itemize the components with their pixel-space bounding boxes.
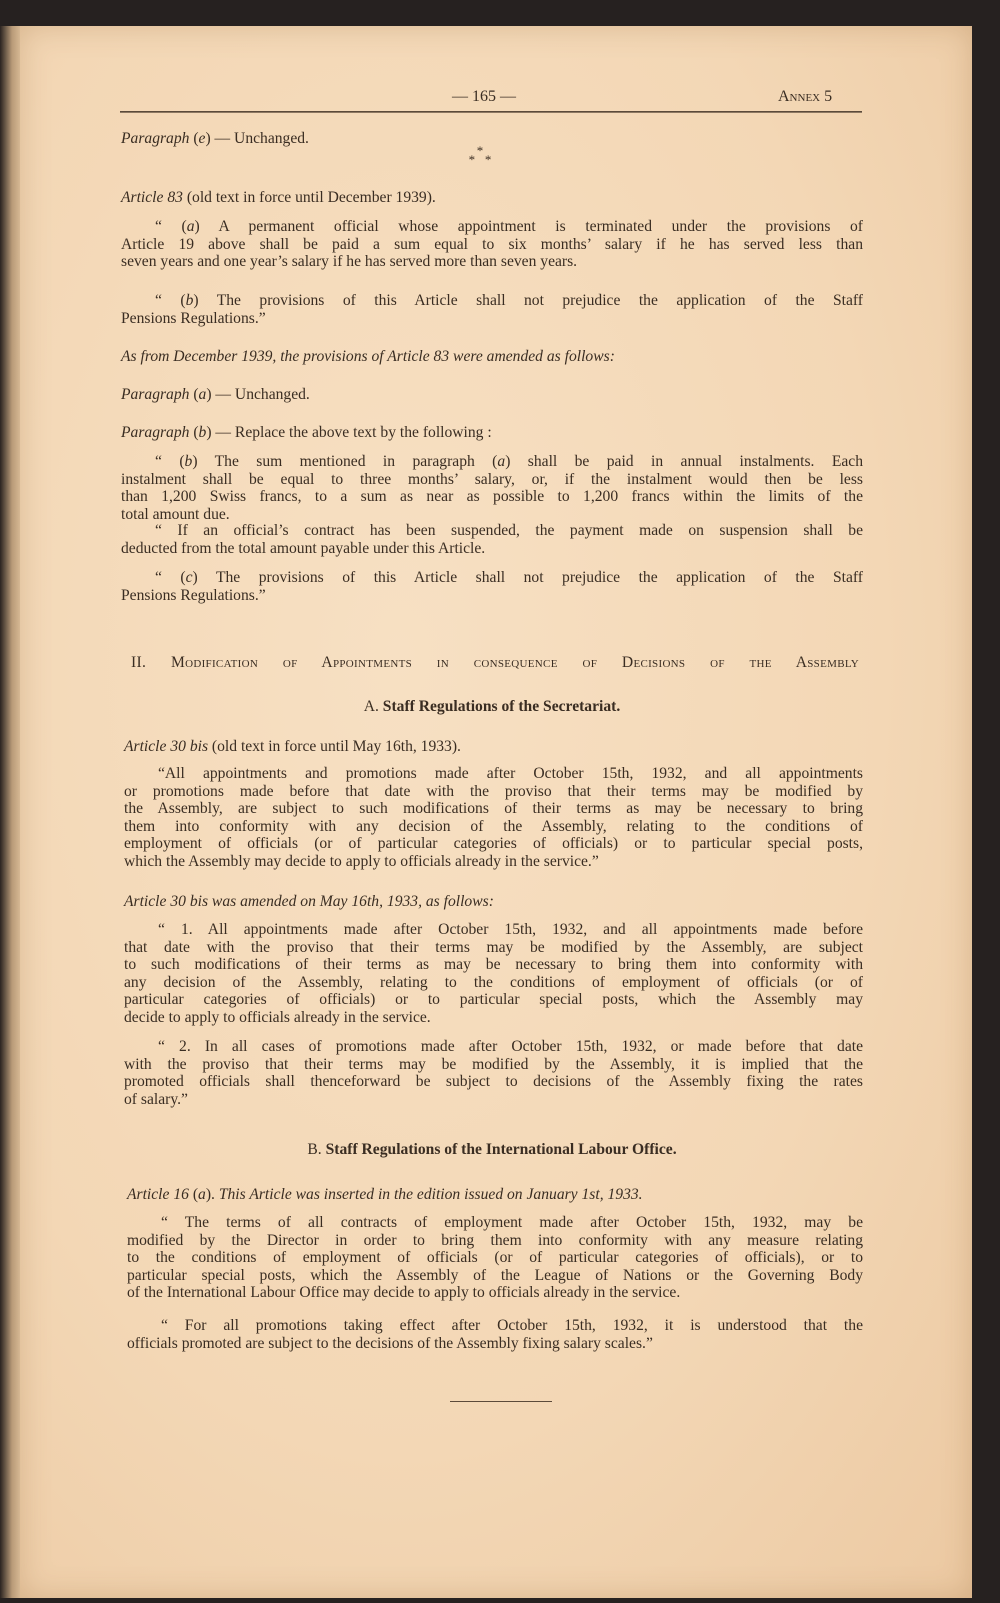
paragraph-a: [121, 386, 863, 404]
text-run: ).: [205, 1186, 219, 1203]
text-line: [124, 893, 863, 911]
text-run: (old text in force until May 16th, 1933).: [208, 738, 461, 755]
text-run: Pensions Regulations.”: [121, 309, 266, 327]
text-line: [124, 974, 863, 992]
subsection-b-heading: [121, 1141, 863, 1159]
amendment-note-30bis: [124, 893, 863, 911]
text-line: [124, 1038, 863, 1056]
text-run: them into conformity with any decision of the Assembly, relating to the conditions of: [124, 817, 863, 835]
text-run: Paragraph: [121, 386, 190, 403]
text-line: [127, 1335, 863, 1353]
text-run: “All appointments and promotions made after October 15th, 1932, and all appointments: [158, 765, 863, 782]
text-run: or promotions made before that date with the proviso that their terms may be modified by: [124, 782, 863, 800]
text-run: “ If an official’s contract has been suspended, the payment made on suspension shall be: [155, 522, 863, 539]
text-line: [124, 800, 863, 818]
text-run: Staff Regulations of the International Labour Office.: [325, 1141, 677, 1158]
text-line: [121, 386, 863, 404]
article-30bis-clause-2: [124, 1038, 863, 1108]
text-run: with the proviso that their terms may be modified by the Assembly, it is implied that the: [124, 1055, 863, 1073]
text-line: [127, 1317, 863, 1335]
text-run: This Article was inserted in the edition issued on January 1st, 1933.: [218, 1186, 643, 1203]
text-line: [121, 522, 863, 540]
text-line: [121, 348, 863, 366]
text-run: Paragraph: [121, 424, 190, 441]
text-line: [121, 1141, 863, 1159]
text-line: [121, 698, 863, 716]
text-run: a: [198, 386, 207, 403]
text-run: total amount due.: [121, 505, 230, 523]
text-line: [121, 540, 863, 558]
article-83-b: [121, 292, 863, 327]
text-run: b: [185, 292, 194, 309]
text-run: ) The provisions of this Article shall not prejudice the application of the Staff: [192, 569, 863, 586]
text-line: [121, 189, 863, 207]
text-line: [124, 818, 863, 836]
text-run: Article 30 bis was amended on May 16th, 1933, as follows:: [124, 893, 494, 910]
text-run: particular special posts, which the Assembly of the League of Nations or the Governing Body: [127, 1266, 863, 1284]
text-run: seven years and one year’s salary if he has served more than seven years.: [121, 253, 578, 271]
text-run: officials promoted are subject to the decisions of the Assembly fixing salary scales.”: [127, 1334, 653, 1352]
text-line: [127, 1214, 863, 1232]
star: *: [468, 152, 476, 167]
text-run: Article 30 bis: [124, 738, 209, 755]
text-line: [124, 783, 863, 801]
text-line: [127, 1232, 863, 1250]
text-run: ) — Unchanged.: [206, 386, 310, 403]
text-run: particular categories of officials) or to particular special posts, which the Assembly may: [124, 991, 863, 1009]
paragraph-e: [121, 130, 863, 148]
text-line: [121, 471, 863, 489]
text-line: [124, 738, 863, 756]
text-run: the Assembly, are subject to such modifications of their terms as may be necessary to bring: [124, 800, 863, 818]
text-run: Article 83: [121, 189, 183, 206]
text-run: promoted officials shall thenceforward be subject to decisions of the Assembly fixing the rates: [124, 1073, 863, 1091]
star: *: [484, 152, 492, 167]
adjacent-page-edge: [0, 26, 20, 1598]
text-line: [124, 921, 863, 939]
text-run: “ For all promotions taking effect after October 15th, 1932, it is understood that the: [161, 1317, 863, 1334]
article-30bis-old-text: [124, 765, 863, 871]
text-line: [124, 1091, 863, 1109]
star: *: [476, 143, 484, 158]
text-line: [124, 765, 863, 783]
text-run: b: [184, 453, 193, 470]
paragraph-b: [121, 424, 863, 442]
page-number: — 165 —: [452, 88, 516, 105]
subsection-a-heading: [121, 698, 863, 716]
text-run: “ The terms of all contracts of employment made after October 15th, 1932, may be: [161, 1214, 863, 1231]
text-run: A.: [363, 698, 383, 715]
text-run: b: [198, 424, 207, 441]
text-run: ) The sum mentioned in paragraph (: [192, 453, 498, 470]
text-run: (: [189, 130, 199, 147]
text-line: [127, 1267, 863, 1285]
article-30bis-clause-1: [124, 921, 863, 1027]
text-run: Article 16: [127, 1186, 189, 1203]
text-run: employment of officials (or of particular categories of officials) or to particular special posts,: [124, 835, 863, 853]
text-run: B.: [307, 1141, 326, 1158]
text-run: As from December 1939, the provisions of Article 83 were amended as follows:: [121, 348, 615, 365]
text-line: [124, 1073, 863, 1091]
article-83-heading: [121, 189, 863, 207]
text-line: [121, 488, 863, 506]
text-line: [121, 236, 863, 254]
text-line: [124, 939, 863, 957]
new-text-c: [121, 569, 863, 604]
text-run: deducted from the total amount payable under this Article.: [121, 539, 486, 557]
new-text-b: [121, 453, 863, 523]
text-run: any decision of the Assembly, relating to the conditions of employment of officials (or of: [124, 973, 863, 991]
text-run: (: [189, 424, 199, 441]
text-line: [124, 991, 863, 1009]
text-run: (old text in force until December 1939).: [182, 189, 436, 206]
text-line: [124, 1056, 863, 1074]
running-header-annex: Annex 5: [778, 88, 833, 105]
text-run: a: [186, 218, 195, 235]
text-run: II. Modification of Appointments in consequence of Decisions of the Assembly: [131, 654, 859, 671]
amendment-note-83: [121, 348, 863, 366]
text-run: a: [198, 1186, 206, 1203]
text-line: [121, 292, 863, 310]
text-run: instalment shall be equal to three months’ salary, or, if the instalment would then be less: [121, 470, 863, 488]
article-30bis-heading: [124, 738, 863, 756]
text-run: Pensions Regulations.”: [121, 586, 266, 604]
text-run: decide to apply to officials already in the service.: [124, 1008, 431, 1026]
text-run: ) The provisions of this Article shall not prejudice the application of the Staff: [193, 292, 863, 309]
text-run: e: [198, 130, 206, 147]
text-line: [121, 569, 863, 587]
text-run: to the conditions of employment of officials (or of particular categories of officials), or to: [127, 1249, 863, 1267]
end-rule: [450, 1401, 552, 1402]
text-run: “ (: [155, 569, 186, 586]
suspension-clause: [121, 522, 863, 557]
text-run: Staff Regulations of the Secretariat.: [382, 698, 621, 715]
text-line: [121, 506, 863, 524]
text-line: [127, 1284, 863, 1302]
text-run: ) shall be paid in annual instalments. Each: [505, 453, 864, 470]
text-line: [124, 956, 863, 974]
text-run: (: [188, 1186, 199, 1203]
text-run: “ (: [155, 292, 186, 309]
text-run: a: [497, 453, 506, 470]
header-rule: [120, 111, 862, 113]
text-line: [121, 587, 863, 605]
text-run: “ (: [155, 218, 187, 235]
article-16a-text: [127, 1214, 863, 1302]
article-16a-heading: [127, 1186, 863, 1204]
text-run: which the Assembly may decide to apply to officials already in the service.”: [124, 852, 599, 870]
text-line: [121, 310, 863, 328]
text-line: [124, 853, 863, 871]
section-ii-heading: [131, 654, 859, 672]
text-run: “ 1. All appointments made after October 15th, 1932, and all appointments made before: [158, 921, 863, 938]
text-run: “ (: [155, 453, 185, 470]
text-line: [124, 835, 863, 853]
text-run: Article 19 above shall be paid a sum equal to six months’ salary if he has served less than: [121, 235, 863, 253]
section-separator-asterism: [458, 143, 502, 167]
text-line: [127, 1249, 863, 1267]
text-run: of the International Labour Office may decide to apply to officials already in the service.: [127, 1284, 681, 1302]
text-line: [131, 654, 859, 672]
text-line: [127, 1186, 863, 1204]
article-83-a: [121, 218, 863, 271]
text-run: that date with the proviso that their terms may be modified by the Assembly, are subject: [124, 938, 863, 956]
text-run: ) — Unchanged.: [205, 130, 309, 147]
text-run: modified by the Director in order to bring them into conformity with any measure relating: [127, 1231, 863, 1249]
text-run: ) — Replace the above text by the following :: [206, 424, 492, 441]
text-run: ) A permanent official whose appointment is terminated under the provisions of: [194, 218, 863, 235]
text-run: to such modifications of their terms as may be necessary to bring them into conformity with: [124, 956, 863, 974]
text-line: [121, 424, 863, 442]
text-run: Paragraph: [121, 130, 190, 147]
text-line: [124, 1009, 863, 1027]
article-16a-promotions: [127, 1317, 863, 1352]
text-run: “ 2. In all cases of promotions made after October 15th, 1932, or made before that date: [158, 1038, 863, 1055]
text-line: [121, 130, 863, 148]
text-line: [121, 218, 863, 236]
text-line: [121, 453, 863, 471]
text-run: (: [189, 386, 199, 403]
text-run: c: [185, 569, 193, 586]
text-line: [121, 253, 863, 271]
text-run: of salary.”: [124, 1090, 188, 1108]
text-run: than 1,200 Swiss francs, to a sum as near as possible to 1,200 francs within the limits of the: [121, 488, 863, 506]
